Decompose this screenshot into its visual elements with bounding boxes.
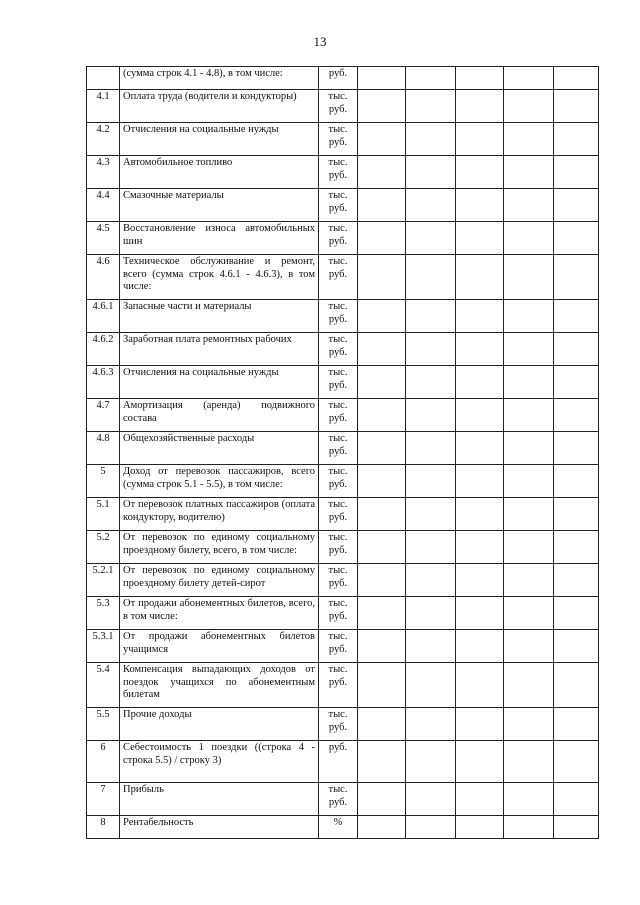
row-unit bbox=[319, 531, 358, 564]
row-unit bbox=[319, 465, 358, 498]
value-cell bbox=[358, 123, 406, 156]
row-indicator-name: Компенсация выпадающих доходов от поездок учащихся по абонементным билетам bbox=[120, 663, 319, 708]
unit-label: тыс. bbox=[328, 223, 348, 234]
row-indicator-name: Амортизация (аренда) подвижного состава bbox=[120, 399, 319, 432]
unit-label: руб. bbox=[328, 379, 348, 391]
value-cell bbox=[554, 564, 599, 597]
unit-label: тыс. bbox=[328, 532, 348, 543]
value-cell bbox=[504, 300, 554, 333]
value-cell bbox=[504, 189, 554, 222]
value-cell bbox=[554, 816, 599, 839]
unit-label: руб. bbox=[328, 268, 348, 280]
value-cell bbox=[406, 300, 456, 333]
value-cell bbox=[554, 300, 599, 333]
value-cell bbox=[358, 708, 406, 741]
unit-label: руб. bbox=[328, 544, 348, 556]
value-cell bbox=[554, 531, 599, 564]
table-row bbox=[87, 123, 599, 156]
table-row bbox=[87, 531, 599, 564]
value-cell bbox=[554, 663, 599, 708]
unit-label: тыс. bbox=[328, 598, 348, 609]
value-cell bbox=[456, 189, 504, 222]
unit-label: руб. bbox=[328, 68, 348, 79]
value-cell bbox=[456, 300, 504, 333]
table-row bbox=[87, 564, 599, 597]
row-indicator-name: Оплата труда (водители и кондукторы) bbox=[120, 90, 319, 123]
value-cell bbox=[358, 663, 406, 708]
value-cell bbox=[504, 498, 554, 531]
value-cell bbox=[406, 333, 456, 366]
value-cell bbox=[554, 432, 599, 465]
row-unit bbox=[319, 300, 358, 333]
row-number: 4.5 bbox=[87, 222, 120, 255]
row-number: 4.1 bbox=[87, 90, 120, 123]
row-indicator-name: Рентабельность bbox=[120, 816, 319, 839]
value-cell bbox=[554, 465, 599, 498]
row-indicator-name: Прочие доходы bbox=[120, 708, 319, 741]
row-unit bbox=[319, 67, 358, 90]
value-cell bbox=[406, 432, 456, 465]
unit-label: руб. bbox=[328, 136, 348, 148]
value-cell bbox=[504, 816, 554, 839]
value-cell bbox=[406, 465, 456, 498]
row-number: 4.6 bbox=[87, 255, 120, 300]
unit-label: руб. bbox=[328, 169, 348, 181]
table-row bbox=[87, 465, 599, 498]
value-cell bbox=[456, 156, 504, 189]
value-cell bbox=[504, 597, 554, 630]
value-cell bbox=[358, 333, 406, 366]
table-row bbox=[87, 67, 599, 90]
row-number: 8 bbox=[87, 816, 120, 839]
value-cell bbox=[358, 399, 406, 432]
row-unit bbox=[319, 663, 358, 708]
row-unit bbox=[319, 498, 358, 531]
value-cell bbox=[406, 564, 456, 597]
value-cell bbox=[504, 366, 554, 399]
value-cell bbox=[406, 123, 456, 156]
unit-label: тыс. bbox=[328, 499, 348, 510]
unit-label: руб. bbox=[328, 511, 348, 523]
row-indicator-name: От продажи абонементных билетов, всего, в том числе: bbox=[120, 597, 319, 630]
row-unit bbox=[319, 783, 358, 816]
value-cell bbox=[456, 630, 504, 663]
value-cell bbox=[456, 67, 504, 90]
value-cell bbox=[554, 222, 599, 255]
value-cell bbox=[504, 156, 554, 189]
row-unit bbox=[319, 189, 358, 222]
table-row bbox=[87, 741, 599, 783]
row-indicator-name: Автомобильное топливо bbox=[120, 156, 319, 189]
value-cell bbox=[456, 597, 504, 630]
unit-label: тыс. bbox=[328, 367, 348, 378]
row-indicator-name: Общехозяйственные расходы bbox=[120, 432, 319, 465]
row-unit bbox=[319, 333, 358, 366]
unit-label: тыс. bbox=[328, 664, 348, 675]
unit-label: руб. bbox=[328, 346, 348, 358]
table-row bbox=[87, 255, 599, 300]
row-number: 4.3 bbox=[87, 156, 120, 189]
value-cell bbox=[456, 816, 504, 839]
value-cell bbox=[456, 333, 504, 366]
row-unit bbox=[319, 432, 358, 465]
row-number: 5 bbox=[87, 465, 120, 498]
value-cell bbox=[456, 465, 504, 498]
row-indicator-name: Восстановление износа автомобильных шин bbox=[120, 222, 319, 255]
unit-label: руб. bbox=[328, 742, 348, 753]
row-unit bbox=[319, 123, 358, 156]
unit-label: тыс. bbox=[328, 631, 348, 642]
row-unit bbox=[319, 816, 358, 839]
row-number bbox=[87, 67, 120, 90]
row-unit bbox=[319, 90, 358, 123]
value-cell bbox=[554, 597, 599, 630]
value-cell bbox=[504, 255, 554, 300]
value-cell bbox=[358, 630, 406, 663]
row-number: 4.6.1 bbox=[87, 300, 120, 333]
unit-label: руб. bbox=[328, 313, 348, 325]
table-row bbox=[87, 432, 599, 465]
value-cell bbox=[406, 399, 456, 432]
value-cell bbox=[358, 465, 406, 498]
row-unit bbox=[319, 156, 358, 189]
value-cell bbox=[554, 630, 599, 663]
unit-label: тыс. bbox=[328, 157, 348, 168]
unit-label: тыс. bbox=[328, 190, 348, 201]
value-cell bbox=[504, 741, 554, 783]
value-cell bbox=[406, 531, 456, 564]
row-indicator-name: Смазочные материалы bbox=[120, 189, 319, 222]
value-cell bbox=[456, 123, 504, 156]
value-cell bbox=[456, 498, 504, 531]
value-cell bbox=[554, 333, 599, 366]
value-cell bbox=[504, 67, 554, 90]
value-cell bbox=[358, 255, 406, 300]
unit-label: тыс. bbox=[328, 784, 348, 795]
value-cell bbox=[358, 498, 406, 531]
row-number: 4.8 bbox=[87, 432, 120, 465]
value-cell bbox=[406, 255, 456, 300]
row-number: 5.2 bbox=[87, 531, 120, 564]
row-indicator-name: (сумма строк 4.1 - 4.8), в том числе: bbox=[120, 67, 319, 90]
row-unit bbox=[319, 741, 358, 783]
value-cell bbox=[406, 783, 456, 816]
row-unit bbox=[319, 399, 358, 432]
value-cell bbox=[406, 741, 456, 783]
row-indicator-name: От перевозок по единому социальному проездному билету детей-сирот bbox=[120, 564, 319, 597]
value-cell bbox=[504, 564, 554, 597]
unit-label: % bbox=[333, 817, 343, 828]
value-cell bbox=[504, 399, 554, 432]
value-cell bbox=[554, 741, 599, 783]
unit-label: руб. bbox=[328, 610, 348, 622]
value-cell bbox=[358, 531, 406, 564]
value-cell bbox=[504, 465, 554, 498]
value-cell bbox=[554, 498, 599, 531]
row-unit bbox=[319, 597, 358, 630]
unit-label: тыс. bbox=[328, 433, 348, 444]
value-cell bbox=[406, 222, 456, 255]
value-cell bbox=[456, 741, 504, 783]
table-row bbox=[87, 156, 599, 189]
unit-label: руб. bbox=[328, 235, 348, 247]
table-row bbox=[87, 630, 599, 663]
value-cell bbox=[504, 531, 554, 564]
value-cell bbox=[554, 399, 599, 432]
value-cell bbox=[358, 597, 406, 630]
table-row bbox=[87, 222, 599, 255]
value-cell bbox=[406, 67, 456, 90]
value-cell bbox=[554, 366, 599, 399]
row-indicator-name: Доход от перевозок пассажиров, всего (сумма строк 5.1 - 5.5), в том числе: bbox=[120, 465, 319, 498]
unit-label: руб. bbox=[328, 478, 348, 490]
value-cell bbox=[456, 783, 504, 816]
value-cell bbox=[504, 708, 554, 741]
value-cell bbox=[406, 663, 456, 708]
row-unit bbox=[319, 366, 358, 399]
table-row bbox=[87, 366, 599, 399]
value-cell bbox=[554, 90, 599, 123]
value-cell bbox=[358, 300, 406, 333]
unit-label: руб. bbox=[328, 643, 348, 655]
unit-label: руб. bbox=[328, 577, 348, 589]
unit-label: тыс. bbox=[328, 466, 348, 477]
unit-label: тыс. bbox=[328, 91, 348, 102]
value-cell bbox=[456, 663, 504, 708]
value-cell bbox=[406, 630, 456, 663]
unit-label: тыс. bbox=[328, 301, 348, 312]
table-row bbox=[87, 708, 599, 741]
value-cell bbox=[358, 189, 406, 222]
value-cell bbox=[456, 366, 504, 399]
value-cell bbox=[504, 90, 554, 123]
value-cell bbox=[456, 564, 504, 597]
row-number: 5.3 bbox=[87, 597, 120, 630]
value-cell bbox=[358, 741, 406, 783]
table-body bbox=[87, 67, 599, 839]
unit-label: тыс. bbox=[328, 565, 348, 576]
table-row bbox=[87, 189, 599, 222]
value-cell bbox=[456, 432, 504, 465]
value-cell bbox=[504, 663, 554, 708]
unit-label: руб. bbox=[328, 202, 348, 214]
row-unit bbox=[319, 564, 358, 597]
value-cell bbox=[456, 531, 504, 564]
unit-label: тыс. bbox=[328, 256, 348, 267]
row-indicator-name: От перевозок платных пассажиров (оплата кондуктору, водителю) bbox=[120, 498, 319, 531]
row-indicator-name: Запасные части и материалы bbox=[120, 300, 319, 333]
value-cell bbox=[406, 189, 456, 222]
value-cell bbox=[358, 67, 406, 90]
row-unit bbox=[319, 630, 358, 663]
table-row bbox=[87, 333, 599, 366]
page-number: 13 bbox=[313, 34, 327, 49]
unit-label: руб. bbox=[328, 721, 348, 733]
value-cell bbox=[456, 90, 504, 123]
value-cell bbox=[554, 67, 599, 90]
row-unit bbox=[319, 255, 358, 300]
value-cell bbox=[554, 189, 599, 222]
value-cell bbox=[358, 783, 406, 816]
value-cell bbox=[358, 90, 406, 123]
value-cell bbox=[358, 366, 406, 399]
unit-label: руб. bbox=[328, 796, 348, 808]
value-cell bbox=[358, 222, 406, 255]
value-cell bbox=[554, 783, 599, 816]
table-row bbox=[87, 399, 599, 432]
value-cell bbox=[456, 222, 504, 255]
unit-label: тыс. bbox=[328, 124, 348, 135]
value-cell bbox=[504, 432, 554, 465]
value-cell bbox=[504, 222, 554, 255]
row-indicator-name: Прибыль bbox=[120, 783, 319, 816]
value-cell bbox=[456, 708, 504, 741]
unit-label: руб. bbox=[328, 676, 348, 688]
value-cell bbox=[504, 630, 554, 663]
value-cell bbox=[504, 783, 554, 816]
table-row bbox=[87, 816, 599, 839]
table-row bbox=[87, 597, 599, 630]
value-cell bbox=[406, 366, 456, 399]
row-number: 4.6.3 bbox=[87, 366, 120, 399]
value-cell bbox=[406, 498, 456, 531]
row-indicator-name: Заработная плата ремонтных рабочих bbox=[120, 333, 319, 366]
row-number: 7 bbox=[87, 783, 120, 816]
value-cell bbox=[456, 399, 504, 432]
row-number: 6 bbox=[87, 741, 120, 783]
value-cell bbox=[358, 564, 406, 597]
row-number: 5.3.1 bbox=[87, 630, 120, 663]
row-indicator-name: Отчисления на социальные нужды bbox=[120, 366, 319, 399]
row-number: 4.6.2 bbox=[87, 333, 120, 366]
value-cell bbox=[554, 255, 599, 300]
unit-label: руб. bbox=[328, 445, 348, 457]
row-number: 5.1 bbox=[87, 498, 120, 531]
row-number: 5.2.1 bbox=[87, 564, 120, 597]
row-number: 5.5 bbox=[87, 708, 120, 741]
unit-label: руб. bbox=[328, 103, 348, 115]
row-number: 5.4 bbox=[87, 663, 120, 708]
value-cell bbox=[358, 156, 406, 189]
value-cell bbox=[504, 333, 554, 366]
row-indicator-name: Отчисления на социальные нужды bbox=[120, 123, 319, 156]
row-unit bbox=[319, 708, 358, 741]
value-cell bbox=[554, 708, 599, 741]
unit-label: руб. bbox=[328, 412, 348, 424]
unit-label: тыс. bbox=[328, 400, 348, 411]
table-row bbox=[87, 90, 599, 123]
value-cell bbox=[406, 597, 456, 630]
unit-label: тыс. bbox=[328, 709, 348, 720]
value-cell bbox=[406, 816, 456, 839]
indicators-table bbox=[86, 66, 599, 839]
row-number: 4.7 bbox=[87, 399, 120, 432]
value-cell bbox=[406, 156, 456, 189]
value-cell bbox=[554, 156, 599, 189]
value-cell bbox=[358, 816, 406, 839]
row-number: 4.2 bbox=[87, 123, 120, 156]
row-indicator-name: Себестоимость 1 поездки ((строка 4 - строка 5.5) / строку 3) bbox=[120, 741, 319, 783]
row-number: 4.4 bbox=[87, 189, 120, 222]
row-indicator-name: От продажи абонементных билетов учащимся bbox=[120, 630, 319, 663]
value-cell bbox=[456, 255, 504, 300]
table-row bbox=[87, 300, 599, 333]
value-cell bbox=[406, 90, 456, 123]
row-indicator-name: Техническое обслуживание и ремонт, всего (сумма строк 4.6.1 - 4.6.3), в том числе: bbox=[120, 255, 319, 300]
table-row bbox=[87, 783, 599, 816]
row-unit bbox=[319, 222, 358, 255]
unit-label: тыс. bbox=[328, 334, 348, 345]
value-cell bbox=[406, 708, 456, 741]
table-row bbox=[87, 498, 599, 531]
table-row bbox=[87, 663, 599, 708]
value-cell bbox=[358, 432, 406, 465]
value-cell bbox=[554, 123, 599, 156]
row-indicator-name: От перевозок по единому социальному проездному билету, всего, в том числе: bbox=[120, 531, 319, 564]
value-cell bbox=[504, 123, 554, 156]
